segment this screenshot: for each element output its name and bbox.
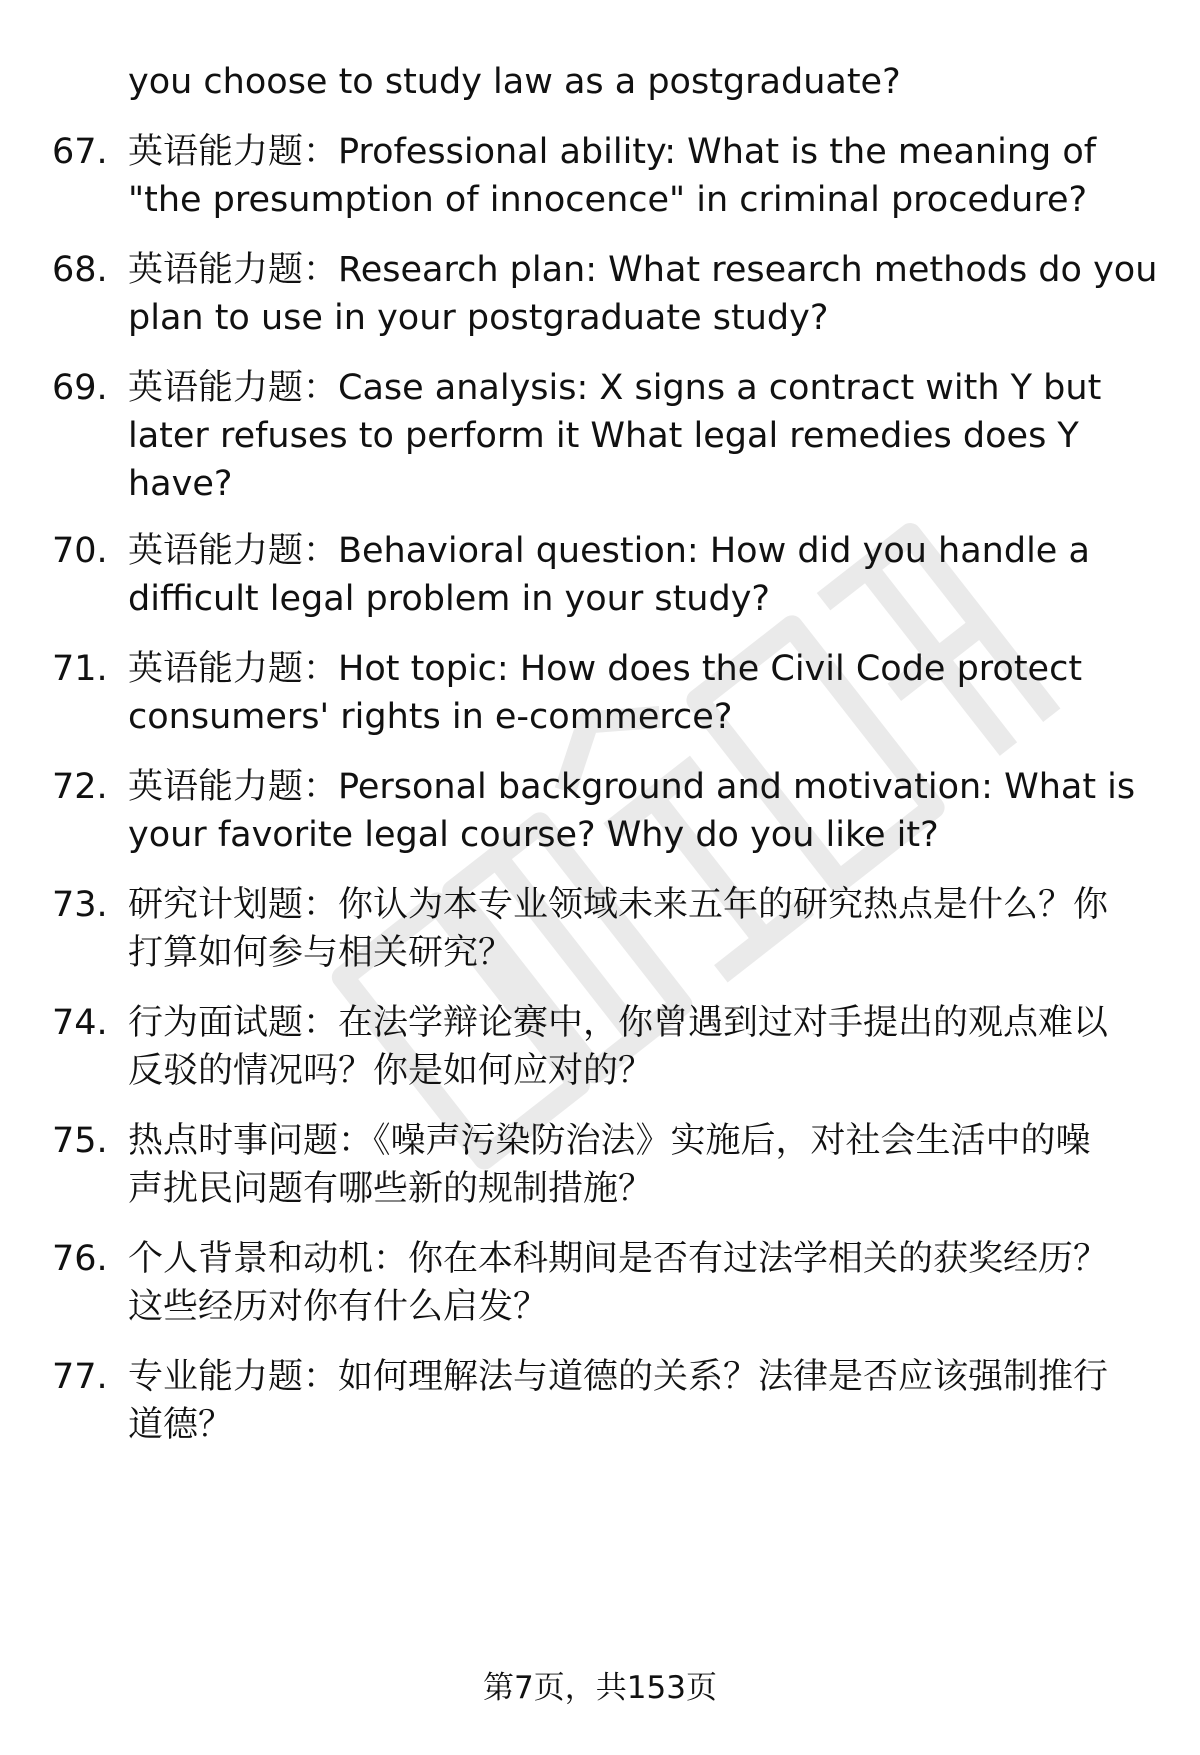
question-line: 英语能力题：Research plan: What research methods do you (128, 250, 1158, 290)
question-line: consumers' rights in e-commerce? (128, 697, 733, 737)
question-number: 71. (52, 649, 108, 689)
question-text (128, 1353, 1162, 1449)
question-item (52, 999, 1162, 1095)
question-line: 道德？ (128, 1405, 234, 1445)
page-footer: 第7页，共153页 (483, 1670, 717, 1706)
question-line: 热点时事问题：《噪声污染防治法》实施后，对社会生活中的噪 (128, 1121, 1091, 1161)
question-text (128, 763, 1162, 859)
question-text (128, 364, 1162, 508)
question-line: 行为面试题：在法学辩论赛中，你曾遇到过对手提出的观点难以 (128, 1003, 1109, 1043)
question-text (128, 527, 1162, 623)
question-item (52, 1235, 1162, 1331)
question-text (128, 246, 1162, 342)
question-line: have? (128, 464, 233, 504)
question-line: 专业能力题：如何理解法与道德的关系？法律是否应该强制推行 (128, 1357, 1109, 1397)
question-number: 68. (52, 250, 108, 290)
question-text (128, 128, 1162, 224)
question-text (128, 645, 1162, 741)
question-item (52, 128, 1162, 224)
question-line: 英语能力题：Behavioral question: How did you handle a (128, 531, 1090, 571)
question-line: 反驳的情况吗？你是如何应对的？ (128, 1051, 654, 1091)
question-text (128, 1235, 1162, 1331)
question-text (128, 1117, 1162, 1213)
question-item (52, 881, 1162, 977)
question-item (52, 763, 1162, 859)
question-line: 个人背景和动机：你在本科期间是否有过法学相关的获奖经历？ (128, 1239, 1109, 1279)
question-text (128, 881, 1162, 977)
question-number: 76. (52, 1239, 108, 1279)
question-line: 声扰民问题有哪些新的规制措施？ (128, 1169, 654, 1209)
question-number: 73. (52, 885, 108, 925)
question-line: later refuses to perform it What legal remedies does Y (128, 416, 1079, 456)
question-line: 打算如何参与相关研究？ (128, 933, 514, 973)
question-line: plan to use in your postgraduate study? (128, 298, 829, 338)
question-item (52, 527, 1162, 623)
question-line: 这些经历对你有什么启发？ (128, 1287, 549, 1327)
question-item (52, 1353, 1162, 1449)
question-number: 69. (52, 368, 108, 408)
question-item (52, 246, 1162, 342)
question-number: 67. (52, 132, 108, 172)
question-number: 77. (52, 1357, 108, 1397)
question-line: 英语能力题：Professional ability: What is the meaning of (128, 132, 1097, 172)
question-line: 英语能力题：Case analysis: X signs a contract with Y but (128, 368, 1102, 408)
question-item (52, 645, 1162, 741)
question-line: "the presumption of innocence" in criminal procedure? (128, 180, 1088, 220)
question-line: difficult legal problem in your study? (128, 579, 770, 619)
question-line: 英语能力题：Hot topic: How does the Civil Code protect (128, 649, 1083, 689)
question-item (52, 364, 1162, 508)
question-item (52, 1117, 1162, 1213)
question-number: 75. (52, 1121, 108, 1161)
question-text (128, 999, 1162, 1095)
question-number: 70. (52, 531, 108, 571)
question-line: your favorite legal course? Why do you like it? (128, 815, 939, 855)
question-line: 研究计划题：你认为本专业领域未来五年的研究热点是什么？你 (128, 885, 1109, 925)
question-line: 英语能力题：Personal background and motivation: What is (128, 767, 1136, 807)
question-number: 74. (52, 1003, 108, 1043)
question-number: 72. (52, 767, 108, 807)
continuation-line: you choose to study law as a postgraduate? (128, 62, 901, 102)
